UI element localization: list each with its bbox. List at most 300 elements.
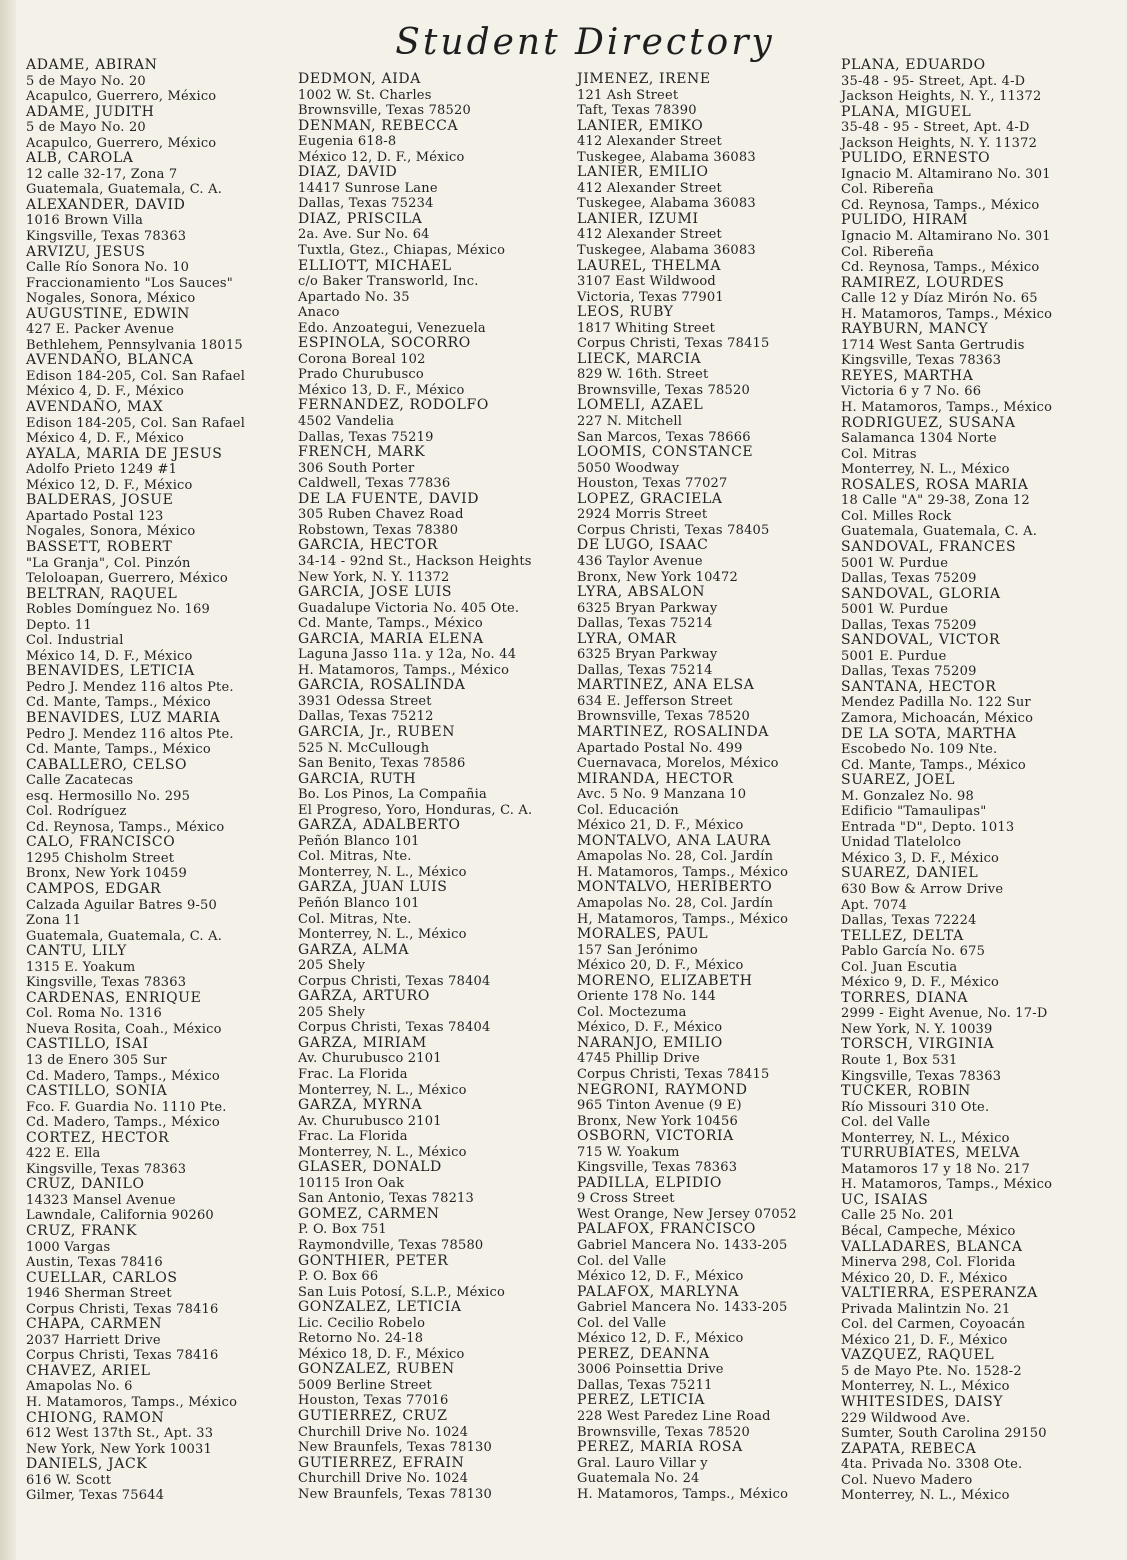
- address-line: Corpus Christi, Texas 78415: [577, 1067, 770, 1082]
- address-line: Sumter, South Carolina 29150: [841, 1426, 1047, 1442]
- student-name: ROSALES, ROSA MARIA: [841, 476, 1029, 493]
- address-line: Amapolas No. 6: [26, 1379, 133, 1395]
- directory-entry: [577, 725, 797, 772]
- address-line: Río Missouri 310 Ote.: [841, 1099, 990, 1115]
- student-name: CORTEZ, HECTOR: [26, 1129, 170, 1146]
- address-line: Corpus Christi, Texas 78416: [26, 1301, 219, 1317]
- address-line: México 4, D. F., México: [26, 384, 185, 400]
- address-line: c/o Baker Transworld, Inc.: [298, 274, 479, 290]
- address-line: H. Matamoros, Tamps., México: [841, 1177, 1053, 1193]
- address-line: Pedro J. Mendez 116 altos Pte.: [26, 679, 234, 695]
- address-line: H. Matamoros, Tamps., México: [26, 1395, 238, 1411]
- address-line: P. O. Box 751: [298, 1222, 387, 1238]
- directory-entry: [841, 1084, 1052, 1146]
- address-line: Fco. F. Guardia No. 1110 Pte.: [26, 1099, 227, 1115]
- directory-entry: [298, 1036, 532, 1098]
- address-line: México, D. F., México: [577, 1020, 723, 1036]
- directory-entry: [841, 1286, 1052, 1348]
- address-line: Edo. Anzoategui, Venezuela: [298, 320, 486, 336]
- address-line: Gral. Lauro Villar y: [577, 1455, 708, 1471]
- student-name: BASSETT, ROBERT: [26, 538, 173, 555]
- directory-entry: [577, 212, 797, 259]
- directory-entry: [841, 416, 1052, 478]
- address-line: 205 Shely: [298, 1004, 366, 1020]
- directory-entry: [26, 1037, 245, 1084]
- student-name: ELLIOTT, MICHAEL: [298, 257, 452, 274]
- directory-entry: [298, 585, 532, 632]
- student-name: GLASER, DONALD: [298, 1159, 442, 1176]
- address-line: Guatemala No. 24: [577, 1471, 700, 1487]
- address-line: Victoria, Texas 77901: [577, 289, 724, 305]
- directory-entry: [26, 664, 245, 711]
- student-name: PLANA, MIGUEL: [841, 103, 972, 120]
- address-line: México 12, D. F., México: [577, 1331, 744, 1347]
- address-line: 5 de Mayo No. 20: [26, 120, 146, 136]
- student-name: GARZA, ALMA: [298, 941, 410, 958]
- directory-entry: [26, 151, 245, 198]
- address-line: Kingsville, Texas 78363: [841, 1068, 1002, 1084]
- address-line: Ignacio M. Altamirano No. 301: [841, 229, 1051, 245]
- student-name: UC, ISAIAS: [841, 1191, 929, 1208]
- directory-entry: [577, 1222, 797, 1284]
- directory-entry: [298, 1098, 532, 1160]
- student-name: GUTIERREZ, EFRAIN: [298, 1454, 465, 1471]
- address-line: H. Matamoros, Tamps., México: [577, 1486, 789, 1502]
- directory-entry: [577, 1347, 797, 1394]
- address-line: New Braunfels, Texas 78130: [298, 1486, 492, 1502]
- directory-entry: [577, 772, 797, 834]
- student-name: CABALLERO, CELSO: [26, 756, 188, 773]
- address-line: 1000 Vargas: [26, 1239, 111, 1255]
- directory-entry: [577, 352, 797, 399]
- address-line: Dallas, Texas 75211: [577, 1377, 713, 1393]
- address-line: Acapulco, Guerrero, México: [26, 89, 217, 105]
- student-name: ARVIZU, JESUS: [26, 243, 146, 260]
- address-line: 4ta. Privada No. 3308 Ote.: [841, 1457, 1023, 1473]
- student-name: AVENDAÑO, BLANCA: [26, 352, 194, 369]
- address-line: Kingsville, Texas 78363: [26, 229, 187, 245]
- address-line: "La Granja", Col. Pinzón: [26, 555, 191, 571]
- address-line: México 9, D. F., México: [841, 975, 1000, 991]
- directory-entry: [841, 587, 1052, 634]
- student-name: ESPINOLA, SOCORRO: [298, 335, 471, 352]
- address-line: Bécal, Campeche, México: [841, 1224, 1016, 1240]
- directory-entry: [26, 1364, 245, 1411]
- address-line: Col. Ribereña: [841, 244, 934, 260]
- directory-entry: [841, 1193, 1052, 1240]
- student-name: TELLEZ, DELTA: [841, 927, 964, 944]
- address-line: Nogales, Sonora, México: [26, 524, 196, 540]
- directory-entry: [577, 585, 797, 632]
- directory-entry: [577, 1176, 797, 1223]
- directory-entry: [298, 1409, 532, 1456]
- student-name: GUTIERREZ, CRUZ: [298, 1408, 448, 1425]
- page-title: Student Directory: [395, 22, 775, 63]
- address-line: Lawndale, California 90260: [26, 1208, 214, 1224]
- directory-entry: [841, 213, 1052, 275]
- student-name: PEREZ, DEANNA: [577, 1345, 710, 1362]
- address-line: Apartado No. 35: [298, 289, 410, 305]
- address-line: México 20, D. F., México: [577, 958, 744, 974]
- address-line: 1295 Chisholm Street: [26, 850, 175, 866]
- address-line: 3006 Poinsettia Drive: [577, 1362, 724, 1378]
- directory-entry: [298, 1207, 532, 1254]
- address-line: P. O. Box 66: [298, 1269, 379, 1285]
- address-line: 965 Tinton Avenue (9 E): [577, 1098, 742, 1114]
- address-line: Guatemala, Guatemala, C. A.: [26, 928, 223, 944]
- student-name: GARZA, MIRIAM: [298, 1034, 427, 1051]
- student-name: CASTILLO, SONIA: [26, 1083, 168, 1100]
- directory-entry: [298, 492, 532, 539]
- address-line: 2999 - Eight Avenue, No. 17-D: [841, 1006, 1048, 1022]
- address-line: Avc. 5 No. 9 Manzana 10: [577, 787, 747, 803]
- directory-entry: [298, 725, 532, 772]
- address-line: Fraccionamiento "Los Sauces": [26, 275, 233, 291]
- address-line: Dallas, Texas 72224: [841, 913, 977, 929]
- student-name: CRUZ, DANILO: [26, 1176, 145, 1193]
- directory-column-2: [298, 72, 532, 1502]
- address-line: Laguna Jasso 11a. y 12a, No. 44: [298, 647, 517, 663]
- student-name: DE LUGO, ISAAC: [577, 537, 709, 554]
- address-line: 13 de Enero 305 Sur: [26, 1053, 167, 1068]
- student-name: TORRES, DIANA: [841, 989, 969, 1006]
- directory-entry: [841, 680, 1052, 727]
- address-line: Houston, Texas 77016: [298, 1393, 449, 1409]
- directory-entry: [577, 72, 797, 119]
- address-line: 1817 Whiting Street: [577, 320, 716, 336]
- address-line: Guatemala, Guatemala, C. A.: [26, 182, 223, 198]
- address-line: Taft, Texas 78390: [577, 103, 697, 119]
- address-line: Dallas, Texas 75214: [577, 616, 713, 632]
- address-line: Dallas, Texas 75209: [841, 571, 977, 587]
- student-name: MONTALVO, ANA LAURA: [577, 832, 771, 849]
- directory-entry: [26, 307, 245, 354]
- student-name: LEOS, RUBY: [577, 304, 674, 321]
- directory-column-1: [26, 58, 245, 1504]
- address-line: Calle Río Sonora No. 10: [26, 260, 190, 276]
- directory-entry: [841, 276, 1052, 323]
- student-name: MARTINEZ, ROSALINDA: [577, 723, 769, 740]
- student-name: DANIELS, JACK: [26, 1456, 148, 1473]
- address-line: H. Matamoros, Tamps., México: [577, 864, 789, 880]
- address-line: New York, New York 10031: [26, 1441, 212, 1457]
- address-line: H, Matamoros, Tamps., México: [577, 911, 789, 927]
- address-line: Depto. 11: [26, 617, 92, 633]
- student-name: DIAZ, PRISCILA: [298, 210, 423, 227]
- address-line: Dallas, Texas 75212: [298, 709, 434, 725]
- student-name: PALAFOX, FRANCISCO: [577, 1221, 756, 1238]
- directory-entry: [298, 72, 532, 119]
- address-line: Retorno No. 24-18: [298, 1331, 424, 1347]
- student-name: ALB, CAROLA: [26, 150, 134, 167]
- student-name: LANIER, EMIKO: [577, 117, 704, 134]
- address-line: 4502 Vandelia: [298, 414, 395, 430]
- address-line: Matamoros 17 y 18 No. 217: [841, 1161, 1030, 1177]
- address-line: Col. Moctezuma: [577, 1004, 687, 1020]
- student-name: RAMIREZ, LOURDES: [841, 274, 1005, 291]
- directory-entry: [26, 882, 245, 944]
- address-line: 35-48 - 95- Street, Apt. 4-D: [841, 73, 1026, 89]
- student-name: VALTIERRA, ESPERANZA: [841, 1285, 1038, 1302]
- directory-entry: [577, 119, 797, 166]
- address-line: 525 N. McCullough: [298, 740, 430, 756]
- address-line: Corpus Christi, Texas 78405: [577, 522, 770, 538]
- address-line: 829 W. 16th. Street: [577, 367, 709, 383]
- address-line: Gilmer, Texas 75644: [26, 1488, 165, 1504]
- student-name: BALDERAS, JOSUE: [26, 492, 174, 509]
- address-line: Cd. Mante, Tamps., México: [26, 742, 211, 758]
- address-line: México 21, D. F., México: [577, 818, 744, 834]
- address-line: Corpus Christi, Texas 78404: [298, 1020, 491, 1036]
- address-line: México 12, D. F., México: [577, 1269, 744, 1285]
- student-name: LOPEZ, GRACIELA: [577, 490, 723, 507]
- address-line: Brownsville, Texas 78520: [577, 1424, 750, 1440]
- student-name: ZAPATA, REBECA: [841, 1440, 977, 1457]
- address-line: 1714 West Santa Gertrudis: [841, 337, 1025, 353]
- directory-entry: [841, 1146, 1052, 1193]
- student-name: PALAFOX, MARLYNA: [577, 1283, 740, 1300]
- address-line: Col. Juan Escutia: [841, 959, 958, 975]
- address-line: 412 Alexander Street: [577, 180, 722, 196]
- student-name: GONZALEZ, LETICIA: [298, 1299, 462, 1316]
- address-line: 4745 Phillip Drive: [577, 1051, 700, 1067]
- directory-entry: [841, 105, 1052, 152]
- address-line: 3107 East Wildwood: [577, 274, 716, 290]
- directory-entry: [26, 991, 245, 1038]
- address-line: Monterrey, N. L., México: [841, 1488, 1010, 1504]
- student-name: PLANA, EDUARDO: [841, 57, 986, 73]
- directory-entry: [577, 259, 797, 306]
- address-line: 412 Alexander Street: [577, 134, 722, 150]
- directory-entry: [577, 165, 797, 212]
- directory-entry: [577, 1129, 797, 1176]
- student-name: GARCIA, Jr., RUBEN: [298, 723, 456, 740]
- student-name: AUGUSTINE, EDWIN: [26, 305, 190, 322]
- directory-entry: [298, 1300, 532, 1362]
- student-name: SUAREZ, JOEL: [841, 772, 956, 789]
- address-line: Bethlehem, Pennsylvania 18015: [26, 337, 243, 353]
- student-name: PEREZ, LETICIA: [577, 1392, 705, 1409]
- address-line: 5 de Mayo Pte. No. 1528-2: [841, 1363, 1022, 1379]
- directory-entry: [841, 929, 1052, 991]
- student-name: CASTILLO, ISAI: [26, 1036, 149, 1053]
- address-line: 14417 Sunrose Lane: [298, 180, 438, 196]
- directory-entry: [841, 1442, 1052, 1504]
- address-line: Guadalupe Victoria No. 405 Ote.: [298, 600, 520, 616]
- directory-entry: [298, 989, 532, 1036]
- student-name: PULIDO, HIRAM: [841, 212, 969, 229]
- address-line: México 14, D. F., México: [26, 648, 193, 664]
- directory-entry: [841, 540, 1052, 587]
- directory-entry: [577, 1036, 797, 1083]
- address-line: Cd. Reynosa, Tamps., México: [841, 260, 1040, 276]
- address-line: Robstown, Texas 78380: [298, 522, 459, 538]
- address-line: Cd. Madero, Tamps., México: [26, 1068, 220, 1084]
- student-name: GARCIA, RUTH: [298, 770, 417, 787]
- address-line: H. Matamoros, Tamps., México: [841, 306, 1053, 322]
- student-name: RODRIGUEZ, SUSANA: [841, 414, 1016, 431]
- address-line: Dallas, Texas 75209: [841, 617, 977, 633]
- address-line: Corpus Christi, Texas 78404: [298, 973, 491, 989]
- address-line: esq. Hermosillo No. 295: [26, 788, 191, 804]
- address-line: Pedro J. Mendez 116 altos Pte.: [26, 726, 234, 742]
- address-line: Lic. Cecilio Robelo: [298, 1315, 426, 1331]
- directory-entry: [841, 369, 1052, 416]
- address-line: México 13, D. F., México: [298, 382, 465, 398]
- address-line: San Benito, Texas 78586: [298, 756, 466, 772]
- directory-entry: [577, 974, 797, 1036]
- directory-entry: [577, 445, 797, 492]
- student-name: GONZALEZ, RUBEN: [298, 1361, 455, 1378]
- address-line: Tuskegee, Alabama 36083: [577, 196, 756, 212]
- address-line: Monterrey, N. L., México: [298, 927, 467, 943]
- address-line: Victoria 6 y 7 No. 66: [841, 384, 982, 400]
- student-name: LYRA, OMAR: [577, 630, 677, 647]
- directory-entry: [577, 1083, 797, 1130]
- directory-entry: [841, 478, 1052, 540]
- address-line: 616 W. Scott: [26, 1472, 112, 1488]
- address-line: Pablo García No. 675: [841, 944, 986, 960]
- student-name: CANTU, LILY: [26, 943, 127, 960]
- address-line: Cuernavaca, Morelos, México: [577, 756, 779, 772]
- address-line: 715 W. Yoakum: [577, 1144, 680, 1160]
- address-line: Col. Mitras, Nte.: [298, 849, 412, 865]
- directory-entry: [26, 1457, 245, 1504]
- directory-entry: [26, 1224, 245, 1271]
- student-name: GOMEZ, CARMEN: [298, 1205, 440, 1222]
- student-name: MARTINEZ, ANA ELSA: [577, 677, 755, 694]
- address-line: Brownsville, Texas 78520: [577, 382, 750, 398]
- student-name: TURRUBIATES, MELVA: [841, 1145, 1020, 1162]
- address-line: Col. Ribereña: [841, 182, 934, 198]
- address-line: 121 Ash Street: [577, 87, 679, 103]
- address-line: New York, N. Y. 10039: [841, 1021, 993, 1037]
- address-line: 1002 W. St. Charles: [298, 87, 432, 103]
- directory-entry: [26, 1411, 245, 1458]
- student-name: SANDOVAL, VICTOR: [841, 632, 1001, 649]
- directory-entry: [26, 447, 245, 494]
- student-name: GARCIA, JOSE LUIS: [298, 584, 453, 601]
- directory-entry: [298, 165, 532, 212]
- student-name: BENAVIDES, LUZ MARIA: [26, 709, 221, 726]
- student-name: NARANJO, EMILIO: [577, 1034, 723, 1051]
- directory-entry: [841, 727, 1052, 774]
- directory-entry: [26, 1131, 245, 1178]
- address-line: Calle 12 y Díaz Mirón No. 65: [841, 291, 1038, 307]
- address-line: Calle Zacatecas: [26, 773, 134, 789]
- address-line: México 4, D. F., México: [26, 431, 185, 447]
- directory-entry: [577, 678, 797, 725]
- address-line: Col. Milles Rock: [841, 508, 952, 524]
- directory-entry: [26, 944, 245, 991]
- address-line: 3931 Odessa Street: [298, 693, 432, 709]
- student-name: BENAVIDES, LETICIA: [26, 663, 195, 680]
- student-name: LANIER, IZUMI: [577, 210, 699, 227]
- student-name: FRENCH, MARK: [298, 444, 426, 461]
- address-line: Bronx, New York 10472: [577, 569, 738, 585]
- directory-entry: [577, 1285, 797, 1347]
- address-line: Bronx, New York 10456: [577, 1113, 738, 1129]
- address-line: 157 San Jerónimo: [577, 942, 698, 958]
- student-name: LANIER, EMILIO: [577, 164, 709, 181]
- student-name: ADAME, ABIRAN: [26, 57, 158, 73]
- address-line: 412 Alexander Street: [577, 227, 722, 243]
- address-line: 2a. Ave. Sur No. 64: [298, 227, 430, 243]
- address-line: Eugenia 618-8: [298, 134, 397, 150]
- address-line: Col. del Valle: [577, 1253, 667, 1269]
- address-line: 228 West Paredez Line Road: [577, 1409, 771, 1425]
- directory-entry: [26, 245, 245, 307]
- student-name: GARZA, ARTURO: [298, 988, 430, 1005]
- student-name: GARCIA, ROSALINDA: [298, 677, 466, 694]
- address-line: 1315 E. Yoakum: [26, 959, 136, 975]
- address-line: Jackson Heights, N. Y., 11372: [841, 89, 1042, 105]
- address-line: Caldwell, Texas 77836: [298, 476, 451, 492]
- student-name: PULIDO, ERNESTO: [841, 150, 991, 167]
- address-line: Peñón Blanco 101: [298, 833, 420, 849]
- address-line: 9 Cross Street: [577, 1191, 675, 1207]
- address-line: Ignacio M. Altamirano No. 301: [841, 166, 1051, 182]
- student-name: NEGRONI, RAYMOND: [577, 1081, 748, 1098]
- address-line: 14323 Mansel Avenue: [26, 1192, 176, 1208]
- address-line: México 3, D. F., México: [841, 850, 1000, 866]
- address-line: Robles Domínguez No. 169: [26, 602, 210, 618]
- student-name: GARCIA, MARIA ELENA: [298, 630, 484, 647]
- address-line: Cd. Mante, Tamps., México: [26, 695, 211, 711]
- directory-entry: [298, 259, 532, 337]
- student-name: GARZA, ADALBERTO: [298, 817, 461, 834]
- directory-entry: [577, 492, 797, 539]
- address-line: Kingsville, Texas 78363: [26, 1161, 187, 1177]
- address-line: El Progreso, Yoro, Honduras, C. A.: [298, 802, 533, 818]
- address-line: 6325 Bryan Parkway: [577, 647, 718, 663]
- directory-entry: [26, 711, 245, 758]
- address-line: Zamora, Michoacán, México: [841, 710, 1034, 726]
- student-name: DE LA FUENTE, DAVID: [298, 490, 480, 507]
- directory-entry: [577, 1440, 797, 1502]
- address-line: 1946 Sherman Street: [26, 1286, 172, 1302]
- address-line: Mendez Padilla No. 122 Sur: [841, 695, 1031, 711]
- address-line: México 21, D. F., México: [841, 1332, 1008, 1348]
- directory-entry: [298, 445, 532, 492]
- address-line: Acapulco, Guerrero, México: [26, 135, 217, 151]
- directory-entry: [841, 1348, 1052, 1395]
- address-line: 630 Bow & Arrow Drive: [841, 881, 1004, 897]
- address-line: Jackson Heights, N. Y. 11372: [841, 135, 1038, 151]
- directory-entry: [841, 322, 1052, 369]
- address-line: 5001 W. Purdue: [841, 555, 949, 571]
- address-line: Tuskegee, Alabama 36083: [577, 149, 756, 165]
- student-name: CHIONG, RAMON: [26, 1409, 165, 1426]
- address-line: San Luis Potosí, S.L.P., México: [298, 1284, 505, 1300]
- student-name: VALLADARES, BLANCA: [841, 1238, 1023, 1255]
- student-name: LAUREL, THELMA: [577, 257, 722, 274]
- directory-entry: [26, 400, 245, 447]
- address-line: Calle 25 No. 201: [841, 1208, 955, 1224]
- address-line: Corpus Christi, Texas 78415: [577, 336, 770, 352]
- student-name: AVENDAÑO, MAX: [26, 399, 164, 416]
- address-line: 12 calle 32-17, Zona 7: [26, 166, 178, 182]
- directory-entry: [298, 398, 532, 445]
- directory-entry: [298, 1362, 532, 1409]
- address-line: Col. Educación: [577, 802, 679, 818]
- directory-entry: [298, 772, 532, 819]
- directory-entry: [298, 943, 532, 990]
- address-line: Salamanca 1304 Norte: [841, 431, 997, 447]
- address-line: Cd. Mante, Tamps., México: [298, 616, 483, 632]
- address-line: México 12, D. F., México: [298, 149, 465, 165]
- address-line: 634 E. Jefferson Street: [577, 693, 733, 709]
